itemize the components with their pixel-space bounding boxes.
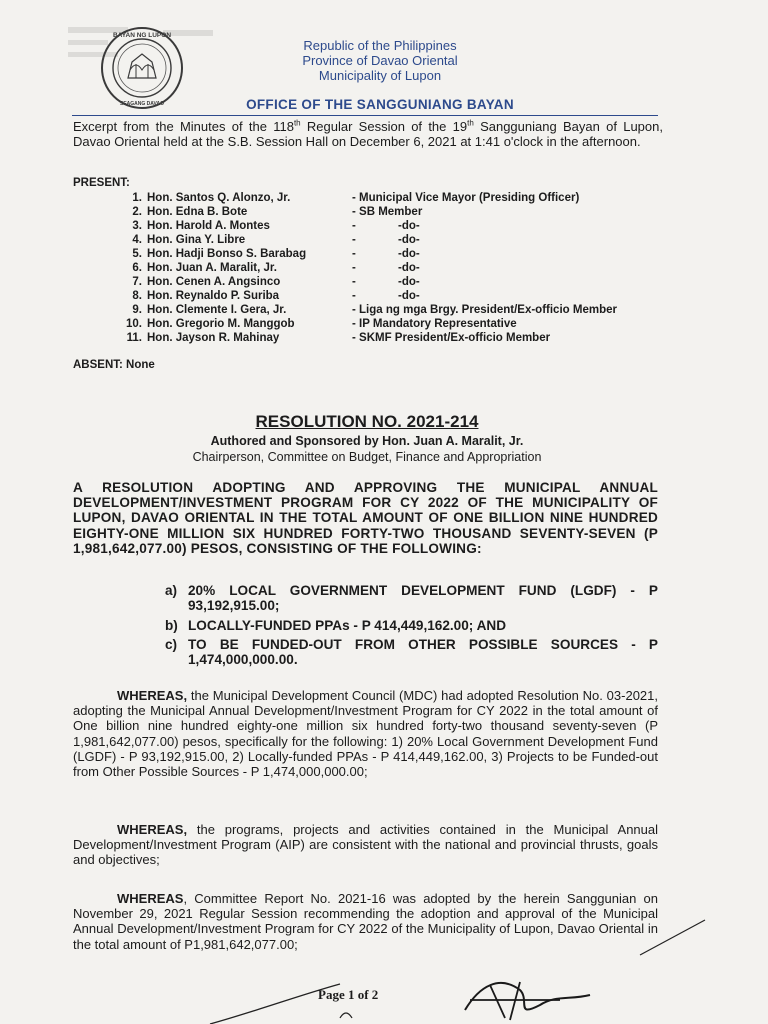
header-rule	[72, 115, 658, 116]
member-row: 5. Hon. Hadji Bonso S. Barabag - -do-	[132, 248, 420, 260]
member-row: 4. Hon. Gina Y. Libre - -do-	[132, 234, 420, 246]
whereas-paragraph: WHEREAS, Committee Report No. 2021-16 was adopted by the herein Sanggunian on November 29, 2021 Regular Session recommending the adoption and approval of the Municipal Annual Development/Investment Program for CY 2022 of the Municipality of Lupon, Davao Oriental in the total amount of P1,981,642,077.00;	[73, 891, 658, 952]
member-row: 1. Hon. Santos Q. Alonzo, Jr. - Municipal Vice Mayor (Presiding Officer)	[132, 192, 580, 204]
member-row: 11. Hon. Jayson R. Mahinay - SKMF President/Ex-officio Member	[126, 332, 551, 344]
present-label: PRESENT:	[73, 177, 130, 189]
whereas-paragraph: WHEREAS, the programs, projects and activities contained in the Municipal Annual Development/Investment Program (AIP) are consistent with the national and provincial thrusts, goals and objectives;	[73, 822, 658, 868]
resolution-author: Authored and Sponsored by Hon. Juan A. Maralit, Jr.	[210, 434, 524, 448]
minutes-excerpt: Excerpt from the Minutes of the 118th Regular Session of the 19th Sangguniang Bayan of Lupon, Davao Oriental held at the S.B. Session Hall on December 6, 2021 at 1:41 o'clock in the afternoon.	[73, 118, 663, 149]
letterhead-municipality: Municipality of Lupon	[318, 68, 442, 83]
seal-bottom-text: SEAGANG DAVAO	[120, 101, 164, 107]
absent-label: ABSENT: None	[73, 359, 155, 371]
page-number: Page 1 of 2	[318, 987, 379, 1002]
member-row: 3. Hon. Harold A. Montes - -do-	[132, 220, 420, 232]
office-title: OFFICE OF THE SANGGUNIANG BAYAN	[246, 97, 514, 112]
resolution-chair: Chairperson, Committee on Budget, Finance and Appropriation	[192, 450, 542, 464]
municipal-seal-icon	[100, 26, 184, 110]
member-row: 7. Hon. Cenen A. Angsinco - -do-	[132, 276, 420, 288]
resolution-number: RESOLUTION NO. 2021-214	[255, 412, 479, 431]
letterhead-country: Republic of the Philippines	[303, 38, 457, 53]
member-row: 8. Hon. Reynaldo P. Suriba - -do-	[132, 290, 420, 302]
member-row: 2. Hon. Edna B. Bote - SB Member	[132, 206, 423, 218]
seal-top-text: BAYAN NG LUPON	[112, 32, 172, 39]
whereas-paragraph: WHEREAS, the Municipal Development Council (MDC) had adopted Resolution No. 03-2021, adopting the Municipal Annual Development/Investment Program for CY 2022 in the total amount of One billion nine hundred eighty-one million six hundred forty-two thousand seventy-seven (P 1,981,642,077.00) pesos, specifically for the following: 1) 20% Local Government Development Fund (LGDF) - P 93,192,915.00, 2) Locally-funded PPAs - P 414,449,162.00, 3) Projects to be Funded-out from Other Possible Sources - P 1,474,000,000.00;	[73, 688, 658, 780]
member-row: 6. Hon. Juan A. Maralit, Jr. - -do-	[132, 262, 420, 274]
member-row: 10. Hon. Gregorio M. Manggob - IP Mandatory Representative	[126, 318, 517, 330]
letterhead-province: Province of Davao Oriental	[302, 53, 458, 68]
member-row: 9. Hon. Clemente I. Gera, Jr. - Liga ng mga Brgy. President/Ex-officio Member	[132, 304, 617, 316]
resolution-title: A RESOLUTION ADOPTING AND APPROVING THE MUNICIPAL ANNUAL DEVELOPMENT/INVESTMENT PROGRAM FOR CY 2022 OF THE MUNICIPALITY OF LUPON, DAVAO ORIENTAL IN THE TOTAL AMOUNT OF ONE BILLION NINE HUNDRED EIGHTY-ONE MILLION SIX HUNDRED FORTY-TWO THOUSAND SEVENTY-SEVEN (P 1,981,642,077.00) PESOS, CONSISTING OF THE FOLLOWING:	[73, 480, 658, 556]
document-page: BAYAN NG LUPON SEAGANG DAVAO Republic of the Philippines Province of Davao Oriental Municipality of Lupon OFFICE OF THE SANGGUNIANG BAYAN Excerpt from the Minutes of the 118th Regular Session of the 19th Sangguniang Bayan of Lupon, Davao Oriental held at the S.B. Session Hall on December 6, 2021 at 1:41 o'clock in the afternoon. PRESENT: 1. Hon. Santos Q. Alonzo, Jr. - Municipal Vice Mayor (Presiding Officer) 2. Hon. Edna B. Bote - SB Member 3. Hon. Harold A. Montes - -do- 4. Hon. Gina Y. Libre - -do- 5. Hon. Hadji Bonso S. Barabag - -do- 6. Hon. Juan A. Maralit, Jr. - -do- 7. Hon. Cenen A. Angsinco - -do- 8. Hon. Reynaldo P. Suriba - -do- 9. Hon. Clemente I. Gera, Jr. - Liga ng mga Brgy. President/Ex-officio Member 10. Hon. Gregorio M. Manggob - IP Mandatory Representative 11. Hon. Jayson R. Mahinay - SKMF President/Ex-officio Member ABSENT: None RESOLUTION NO. 2021-214 Authored and Sponsored by Hon. Juan A. Maralit, Jr. Chairperson, Committee on Budget, Finance and Appropriation A RESOLUTION ADOPTING AND APPROVING THE MUNICIPAL ANNUAL DEVELOPMENT/INVESTMENT PROGRAM FOR CY 2022 OF THE MUNICIPALITY OF LUPON, DAVAO ORIENTAL IN THE TOTAL AMOUNT OF ONE BILLION NINE HUNDRED EIGHTY-ONE MILLION SIX HUNDRED FORTY-TWO THOUSAND SEVENTY-SEVEN (P 1,981,642,077.00) PESOS, CONSISTING OF THE FOLLOWING: a) 20% LOCAL GOVERNMENT DEVELOPMENT FUND (LGDF) - P 93,192,915.00; b) LOCALLY-FUNDED PPAs - P 414,449,162.00; AND c) TO BE FUNDED-OUT FROM OTHER POSSIBLE SOURCES - P 1,474,000,000.00. WHEREAS, the Municipal Development Council (MDC) had adopted Resolution No. 03-2021, adopting the Municipal Annual Development/Investment Program for CY 2022 in the total amount of One billion nine hundred eighty-one million six hundred forty-two thousand seventy-seven (P 1,981,642,077.00) pesos, specifically for the following: 1) 20% Local Government Development Fund (LGDF) - P 93,192,915.00, 2) Locally-funded PPAs - P 414,449,162.00, 3) Projects to be Funded-out from Other Possible Sources - P 1,474,000,000.00; WHEREAS, the programs, projects and activities contained in the Municipal Annual Development/Investment Program (AIP) are consistent with the national and provincial thrusts, goals and objectives; WHEREAS, Committee Report No. 2021-16 was adopted by the herein Sanggunian on November 29, 2021 Regular Session recommending the adoption and approval of the Municipal Annual Development/Investment Program for CY 2022 of the Municipality of Lupon, Davao Oriental in the total amount of P1,981,642,077.00; Page 1 of 2	[0, 0, 768, 1024]
